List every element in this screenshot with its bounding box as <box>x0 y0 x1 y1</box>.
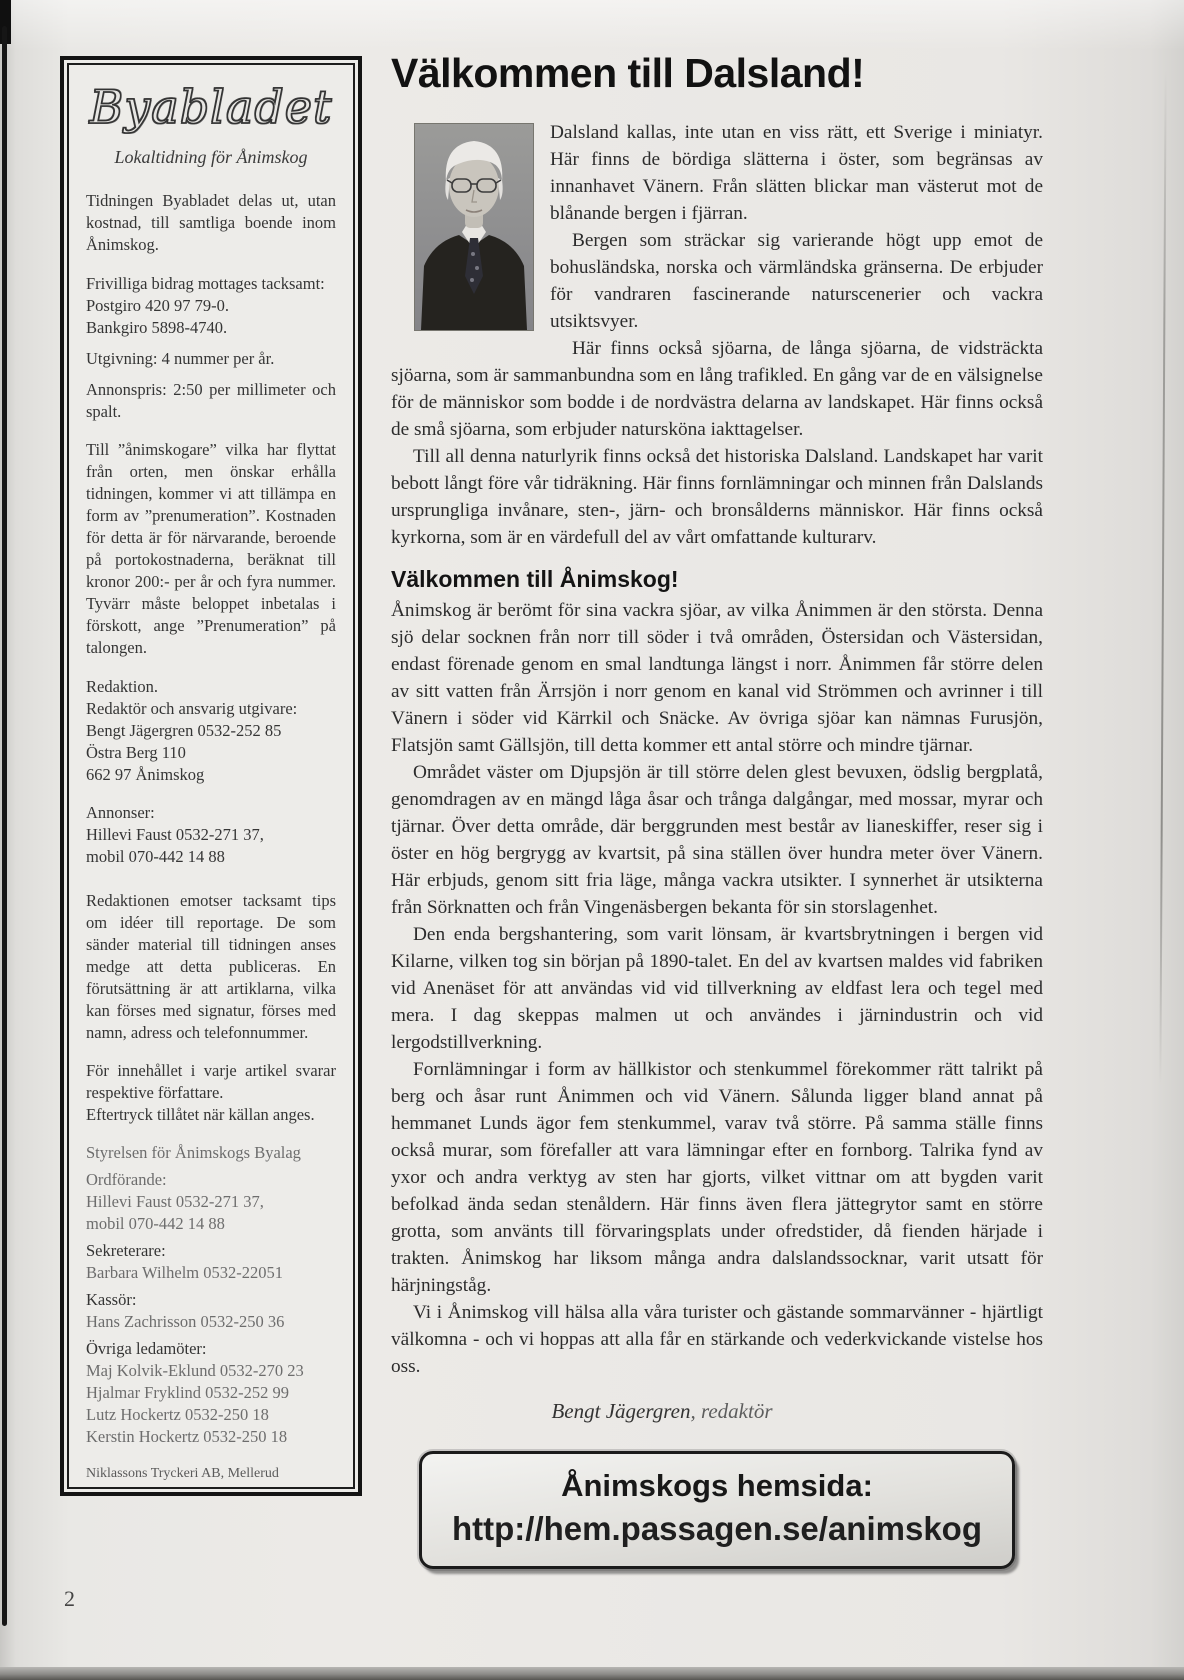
newspaper-logo: Byabladet <box>89 80 333 134</box>
contributions-line: Frivilliga bidrag mottages tacksamt: <box>86 273 325 293</box>
page-number: 2 <box>64 1586 75 1611</box>
editor-name-phone: Bengt Jägergren 0532-252 85 <box>86 720 282 740</box>
board-member: Hjalmar Fryklind 0532-252 99 <box>86 1383 290 1403</box>
paragraph-animskog-sjoar: Ånimskog är berömt för sina vackra sjöar, av vilka Ånimmen är den största. Denna sjö delar socknen från norr till söder i två områden, Östersidan och Västersidan, endast förenade genom en smal landtunga längst i norr. Ånimmen får större delen av sitt vatten från Ärrsjön i norr genom en kanal vid Strömmen och avrinner i till Vänern i söder vid Kärrkil och Snäcke. Av övriga sjöar kan nämnas Furusjön, Flatsjön samt Gällsjön, till detta kommer ett antal större och mindre tjärnar. <box>391 600 1043 756</box>
reprint-note: Eftertryck tillåtet när källan anges. <box>86 1105 315 1125</box>
paragraph-fornlamningar: Fornlämningar i form av hällkistor och stenkummel förekommer rätt talrikt på berg och åsar runt Ånimmen och vid Vänern. Sålunda ligger bland annat på hemmanet Lunds ägor fem stenkummel, varav två större. På samma ställe finns också murar, som förefaller att vara lämningar efter en fornborg. Talrika fynd av yxor och andra verktyg av sten har gjorts, vilket vittnar om att bygden varit befolkad ända sedan stenåldern. Här finns även flera jättegrytor samt en större grotta, som använts till förvaringsplats under ofredstider, då fienden härjade i trakten. Ånimskog har liksom många andra dalslandssocknar, varit utsatt för härjningståg. <box>391 1059 1043 1296</box>
paragraph-bergen: Bergen som sträckar sig varierande högt upp emot de bohusländska, norska och värmländska gränserna. De erbjuder för vandraren fascinerande naturscenerier och vackra utsiktsvyer. <box>550 230 1043 332</box>
board-chair-block <box>86 1169 336 1235</box>
board-member: Lutz Hockertz 0532-250 18 <box>86 1405 269 1425</box>
masthead-inner-frame <box>67 63 355 1489</box>
issues-per-year: Utgivning: 4 nummer per år. <box>86 348 275 368</box>
editor-portrait-photo <box>415 124 533 330</box>
distribution-note: Tidningen Byabladet delas ut, utan kostnad, till samtliga boende inom Ånimskog. <box>86 191 336 255</box>
paragraph-omradet-vaster: Området väster om Djupsjön är till större delen glest bevuxen, ödslig bergplatå, genomdragen av en mängd låga åsar och trånga dalgångar, med mossar, myrar och tjärnar. Över detta område, där berggrunden mest består av lianeskiffer, reser sig i öster en hög bergrygg av kvartsit, på sina ställen över hundra meter över Vänern. Här erbjuds, genom sitt fria läge, många vackra utsikter. I synnerhet är utsikterna från Sörknatten och från Vingenäsbergen bekanta för sin storslagenhet. <box>391 762 1043 918</box>
members-label: Övriga ledamöter: <box>86 1339 207 1359</box>
signature-name: Bengt Jägergren <box>551 1399 691 1423</box>
scan-artifact-page-curl <box>1159 70 1166 1085</box>
tips-note: Redaktionen emotser tacksamt tips om idéer till reportage. De som sänder material till tidningen anses medge att detta publiceras. En förutsättning är att artiklarna, vilka kan förses med signatur, förses med namn, adress och telefonnummer. <box>86 890 336 1042</box>
scan-artifact-left-edge <box>2 26 7 1626</box>
paragraph-dalsland-intro: Dalsland kallas, inte utan en viss rätt, ett Sverige i miniatyr. Här finns de bördiga slätterna i öster, som begränsas av innanhavet Vänern. Från slätten blickar man västerut mot de blånande bergen i fjärran. <box>550 122 1043 224</box>
editor-label: Redaktör och ansvarig utgivare: <box>86 698 298 718</box>
ads-heading: Annonser: <box>86 802 155 822</box>
ad-price: Annonspris: 2:50 per millimeter och spalt. <box>86 379 336 421</box>
editor-address-street: Östra Berg 110 <box>86 742 186 762</box>
chair-name: Hillevi Faust 0532-271 37, <box>86 1192 264 1212</box>
treasurer-name: Hans Zachrisson 0532-250 36 <box>86 1312 285 1332</box>
homepage-box <box>419 1451 1015 1569</box>
secretary-name: Barbara Wilhelm 0532-22051 <box>86 1263 283 1283</box>
homepage-url: http://hem.passagen.se/animskog <box>452 1510 982 1547</box>
masthead-box <box>60 56 362 1496</box>
signature-role: , redaktör <box>690 1399 773 1423</box>
board-member: Kerstin Hockertz 0532-250 18 <box>86 1427 288 1447</box>
article-body <box>391 119 1043 1425</box>
chair-label: Ordförande: <box>86 1170 167 1190</box>
ads-contact-block <box>86 802 336 868</box>
board-heading: Styrelsen för Ånimskogs Byalag <box>86 1143 301 1163</box>
treasurer-label: Kassör: <box>86 1290 137 1310</box>
paragraph-historiska-dalsland: Till all denna naturlyrik finns också det historiska Dalsland. Landskapet har varit bebott långt före vår tidräkning. Här finns fornlämningar och minnen från Dalslands ursprungliga invånare, sten-, järn- och bronsålderns människor. Här finns också kyrkorna, som är en värdefull del av vårt omfattande kulturarv. <box>391 446 1043 548</box>
paragraph-bergshantering: Den enda bergshantering, som varit lönsam, är kvartsbrytningen i bergen vid Kilarne, vilken tog sin början på 1890-talet. En del av kvartsen maldes vid fabriken vid Anenäset för att användas vid vid tillverkning av eldfast lera och tegel med mera. I dag skeppas malmen ut och användes i järnindustrin och vid lergodstillverkning. <box>391 924 1043 1053</box>
ads-contact-name: Hillevi Faust 0532-271 37, <box>86 824 264 844</box>
editor-address-town: 662 97 Ånimskog <box>86 764 205 784</box>
board-treasurer-block <box>86 1289 336 1333</box>
secretary-label: Sekreterare: <box>86 1241 166 1261</box>
board-secretary-block <box>86 1240 336 1284</box>
ads-contact-mobile: mobil 070-442 14 88 <box>86 846 225 866</box>
paragraph-halsning: Vi i Ånimskog vill hälsa alla våra turister och gästande sommarvänner - hjärtligt välkomna - och vi hoppas att alla får en stärkande och vederkvickande vistelse hos oss. <box>391 1302 1043 1377</box>
subscription-note: Till ”ånimskogare” vilka har flyttat från orten, men önskar erhålla tidningen, kommer vi att tillämpa en form av ”prenumeration”. Kostnaden för detta är för närvarande, beroende på portokostnaderna, beräknat till kronor 200:- per år och fyra nummer. Tyvärr måste beloppet inbetalas i förskott, ange ”Prenumeration” på talongen. <box>86 440 336 658</box>
editorial-heading: Redaktion. <box>86 676 158 696</box>
newspaper-tagline: Lokaltidning för Ånimskog <box>114 147 308 168</box>
article-signature <box>391 1398 1043 1425</box>
chair-mobile: mobil 070-442 14 88 <box>86 1214 225 1234</box>
article-column <box>391 50 1043 1569</box>
board-member: Maj Kolvik-Eklund 0532-270 23 <box>86 1361 304 1381</box>
article-subheading: Välkommen till Ånimskog! <box>391 566 679 592</box>
homepage-box-heading: Ånimskogs hemsida: <box>561 1468 873 1503</box>
giro-block <box>86 273 336 339</box>
portrait-illustration <box>415 124 533 330</box>
postgiro-line: Postgiro 420 97 79-0. <box>86 295 230 315</box>
paragraph-sjoarna: Här finns också sjöarna, de långa sjöarna, de vidsträckta sjöarna, som är sammanbundna som en lång trafikled. En gång var de en välsignelse för de människor som bodde i de nordvästra delarna av landskapet. Här finns också de små sjöarna, som erbjuder natursköna iakttagelser. <box>391 338 1043 440</box>
article-title: Välkommen till Dalsland! <box>391 50 865 96</box>
board-members-block <box>86 1338 336 1448</box>
printer-credit: Niklassons Tryckeri AB, Mellerud <box>86 1466 279 1482</box>
scan-artifact-bottom-edge <box>0 1667 1184 1680</box>
responsibility-note: För innehållet i varje artikel svarar respektive författare. <box>86 1061 336 1103</box>
editorial-block <box>86 676 336 786</box>
bankgiro-line: Bankgiro 5898-4740. <box>86 317 228 337</box>
